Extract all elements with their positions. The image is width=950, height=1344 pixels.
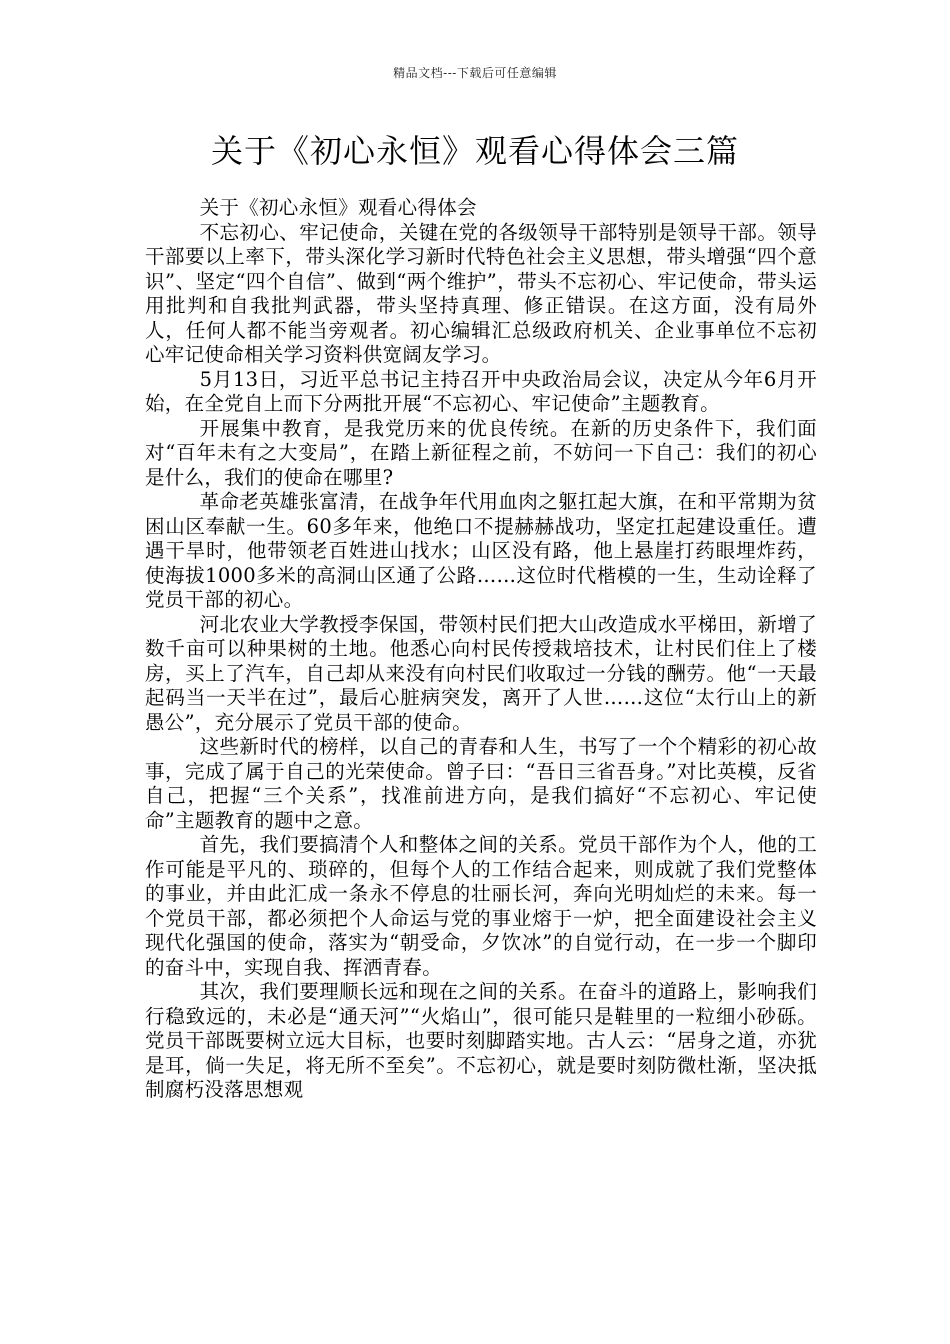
- paragraph-5: 河北农业大学教授李保国，带领村民们把大山改造成水平梯田，新增了数千亩可以种果树的土地。他悉心向村民传授栽培技术，让村民们住上了楼房，买上了汽车，自己却从来没有向村民们收取过一分钱的酬劳。他“一天最起码当一天半在过”，最后心脏病突发，离开了人世……这位“太行山上的新愚公”，充分展示了党员干部的使命。: [145, 612, 817, 734]
- document-title: 关于《初心永恒》观看心得体会三篇: [210, 132, 739, 170]
- paragraph-8: 其次，我们要理顺长远和现在之间的关系。在奋斗的道路上，影响我们行稳致远的，未必是“通天河”“火焰山”，很可能只是鞋里的一粒细小砂砾。党员干部既要树立远大目标，也要时刻脚踏实地。古人云：“居身之道，亦犹是耳，倘一失足，将无所不至矣”。不忘初心，就是要时刻防微杜渐，坚决抵制腐朽没落思想观: [145, 980, 817, 1101]
- paragraph-2: 5月13日，习近平总书记主持召开中央政治局会议，决定从今年6月开始，在全党自上而下分两批开展“不忘初心、牢记使命”主题教育。: [145, 367, 817, 415]
- paragraph-3: 开展集中教育，是我党历来的优良传统。在新的历史条件下，我们面对“百年未有之大变局”，在踏上新征程之前，不妨问一下自己：我们的初心是什么，我们的使命在哪里?: [145, 416, 817, 489]
- paragraph-6: 这些新时代的榜样，以自己的青春和人生，书写了一个个精彩的初心故事，完成了属于自己的光荣使命。曾子曰：“吾日三省吾身。”对比英模，反省自己，把握“三个关系”，找准前进方向，是我们搞好“不忘初心、牢记使命”主题教育的题中之意。: [145, 735, 817, 832]
- document-subtitle: 关于《初心永恒》观看心得体会: [199, 196, 477, 219]
- paragraph-1: 不忘初心、牢记使命，关键在党的各级领导干部特别是领导干部。领导干部要以上率下，带头深化学习新时代特色社会主义思想，带头增强“四个意识”、坚定“四个自信”、做到“两个维护”，带头不忘初心、牢记使命，带头运用批判和自我批判武器，带头坚持真理、修正错误。在这方面，没有局外人，任何人都不能当旁观者。初心编辑汇总级政府机关、企业事单位不忘初心牢记使命相关学习资料供宽阔友学习。: [145, 220, 817, 366]
- document-body: [145, 196, 817, 1103]
- paragraph-4: 革命老英雄张富清，在战争年代用血肉之躯扛起大旗，在和平常期为贫困山区奉献一生。60多年来，他绝口不提赫赫战功，坚定扛起建设重任。遭遇干旱时，他带领老百姓进山找水；山区没有路，他上悬崖打药眼埋炸药，使海拔1000多米的高洞山区通了公路……这位时代楷模的一生，生动诠释了党员干部的初心。: [145, 490, 817, 611]
- paragraph-7: 首先，我们要搞清个人和整体之间的关系。党员干部作为个人，他的工作可能是平凡的、琐碎的，但每个人的工作结合起来，则成就了我们党整体的事业，并由此汇成一条永不停息的壮丽长河，奔向光明灿烂的未来。每一个党员干部，都必须把个人命运与党的事业熔于一炉，把全面建设社会主义现代化强国的使命，落实为“朝受命，夕饮冰”的自觉行动，在一步一个脚印的奋斗中，实现自我、挥洒青春。: [145, 833, 817, 979]
- header-note: 精品文档---下载后可任意编辑: [393, 66, 557, 80]
